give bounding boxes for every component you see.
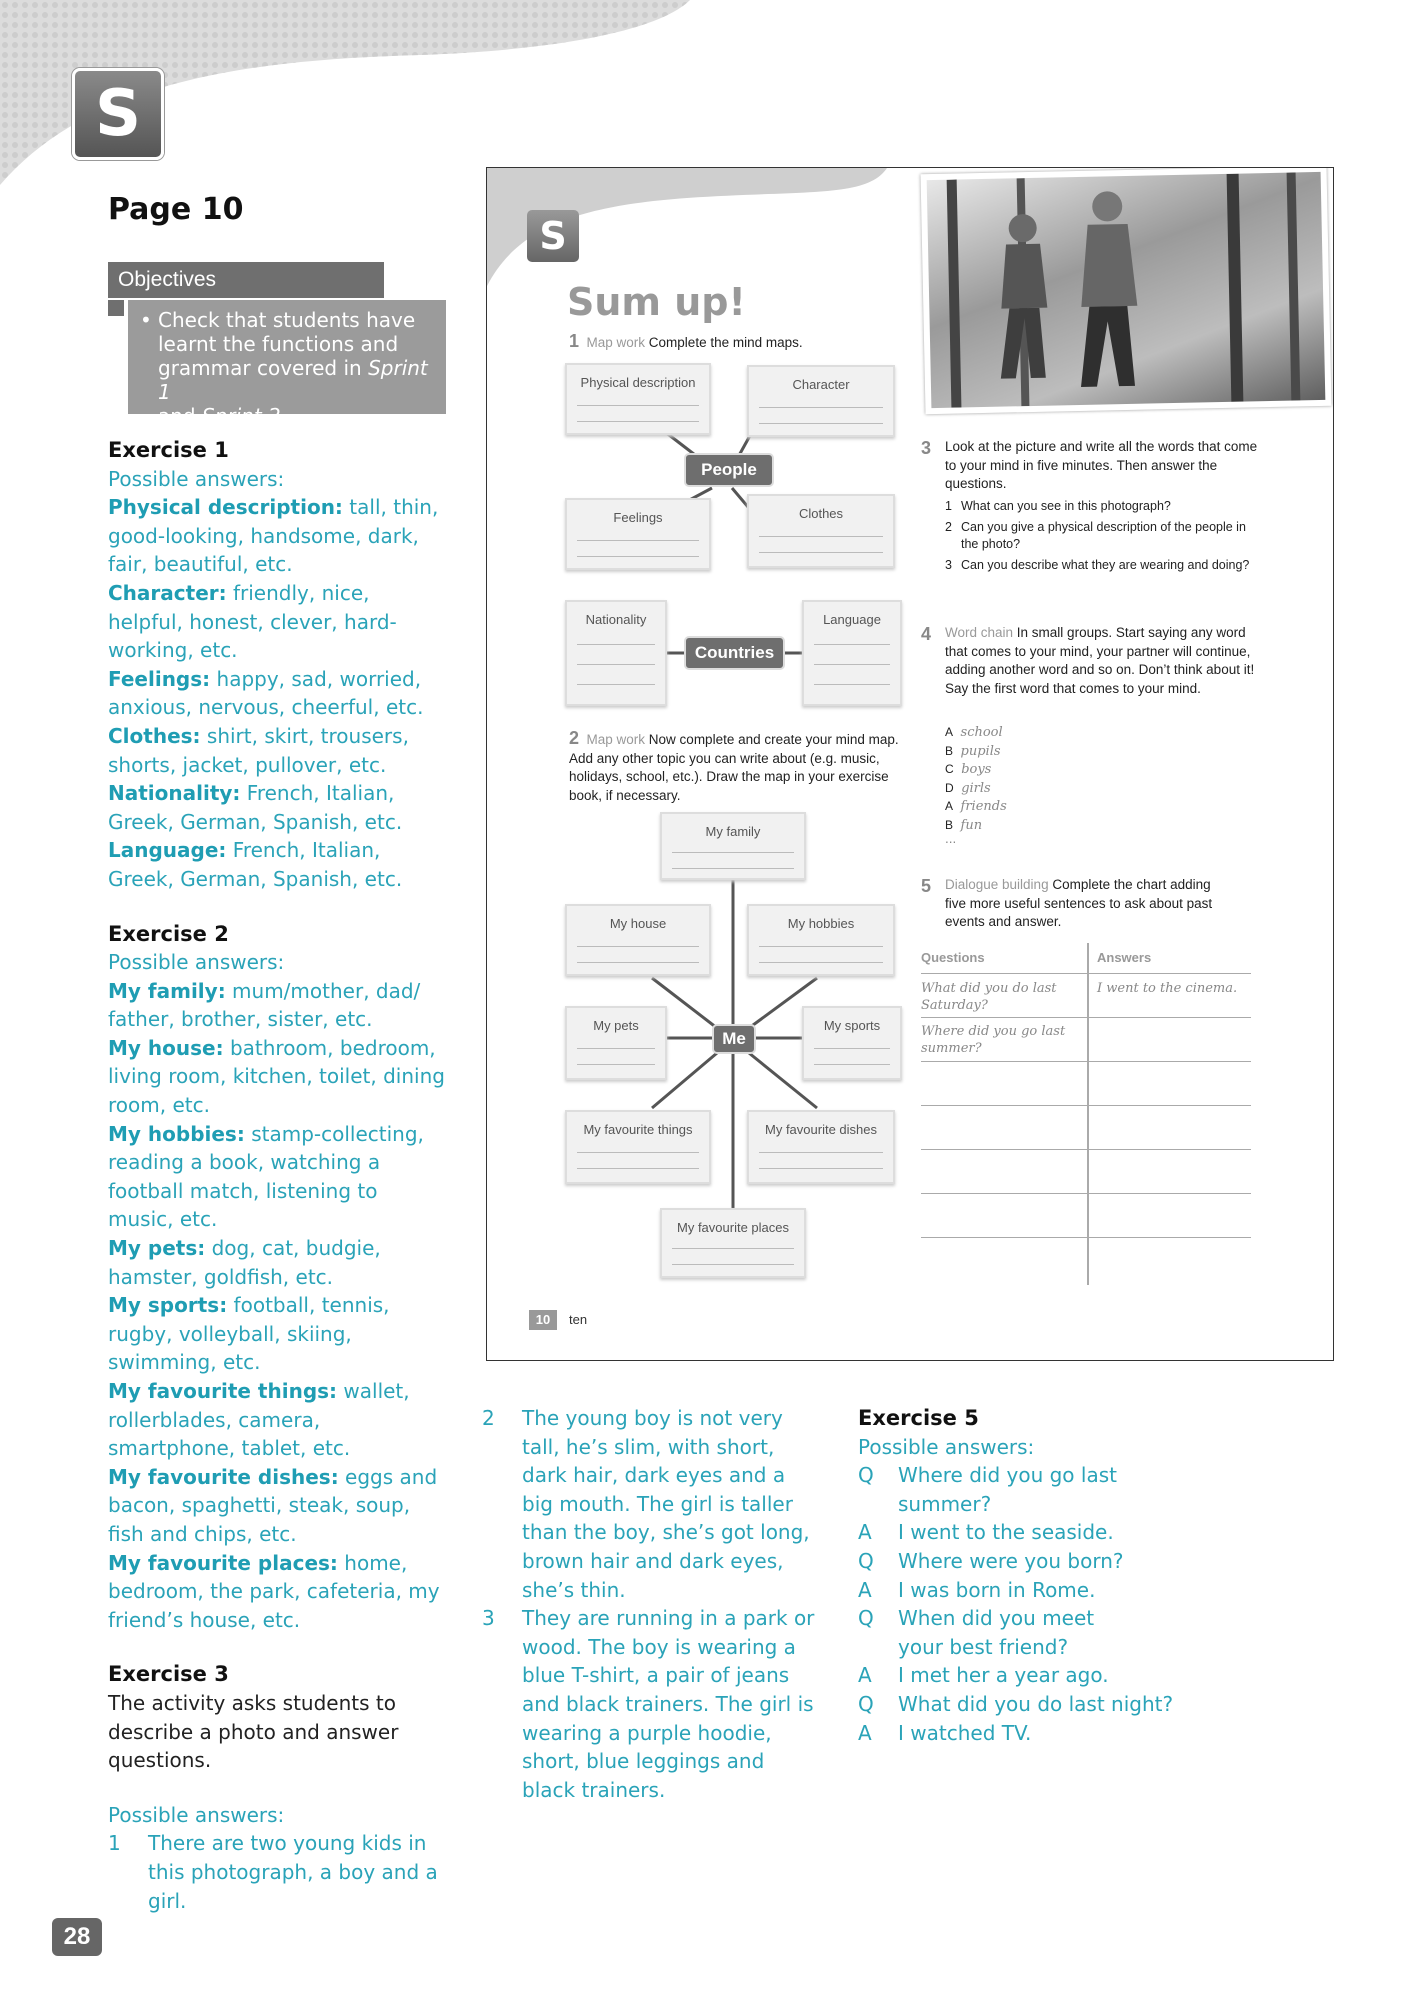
dialogue-table xyxy=(921,943,1251,1285)
page-title: Page 10 xyxy=(108,192,244,227)
map-box-language: Language xyxy=(802,600,902,706)
exercise1-item: Physical description: tall, thin, good-looking, handsome, dark, fair, beautiful, etc. xyxy=(108,495,439,577)
objectives-line: Check that students have xyxy=(158,308,416,332)
objectives-heading: Objectives xyxy=(108,262,384,298)
book-ex2-instruction: 2 Map work Now complete and create your mind map. Add any other topic you can write about (e.g. music, holidays, school, etc.). Draw the map in your exercise book, if necessary. xyxy=(569,728,899,803)
exercise2-item: My pets: dog, cat, budgie, hamster, goldfish, etc. xyxy=(108,1236,381,1289)
map-box-nationality: Nationality xyxy=(565,600,667,706)
photo-illustration xyxy=(927,172,1326,408)
map-box-my-favourite-dishes: My favourite dishes xyxy=(747,1110,895,1184)
textbook-title: Sum up! xyxy=(567,280,746,324)
exercise1-item: Nationality: French, Italian, Greek, German, Spanish, etc. xyxy=(108,781,403,834)
map-center-countries: Countries xyxy=(684,636,785,670)
exercise5-section xyxy=(858,1404,1208,1747)
map-box-my-favourite-places: My favourite places xyxy=(660,1208,806,1278)
exercise3-continued xyxy=(482,1404,822,1804)
word-chain: A school B pupils C boys D girls A friends B fun ... xyxy=(945,725,1007,846)
exercise2-item: My hobbies: stamp-collecting, reading a book, watching a football match, listening to music, etc. xyxy=(108,1121,424,1232)
textbook-page-number: 10 xyxy=(529,1310,557,1330)
objectives-line: and Sprint 2 xyxy=(158,404,281,428)
running-kids-photo xyxy=(921,167,1332,414)
map-center-people: People xyxy=(684,453,774,487)
table-header-questions: Questions xyxy=(921,950,985,965)
exercise2-item: My family: mum/mother, dad/ father, brother, sister, etc. xyxy=(108,978,421,1032)
map-box-character: Character xyxy=(747,365,895,437)
exercise1-item: Character: friendly, nice, helpful, honest, clever, hard-working, etc. xyxy=(108,580,397,663)
exercise1-heading: Exercise 1 xyxy=(108,438,229,462)
exercise2-heading: Exercise 2 xyxy=(108,921,229,946)
exercise2-item: My favourite things: wallet, rollerblades, camera, smartphone, tablet, etc. xyxy=(108,1379,410,1461)
map-box-my-sports: My sports xyxy=(802,1006,902,1080)
exercise5-line: A I met her a year ago. xyxy=(858,1663,1109,1688)
table-row1-question: What did you do last Saturday? xyxy=(921,981,1057,1013)
exercise3-answer: 3 They are running in a park or wood. The boy is wearing a blue T-shirt, a pair of jeans and black trainers. The girl is wearing a purple hoodie, short, blue leggings and black trainers. xyxy=(482,1606,815,1802)
page-number: 28 xyxy=(52,1918,102,1956)
table-row1-answer: I went to the cinema. xyxy=(1097,981,1238,996)
exercise2-intro: Possible answers: xyxy=(108,950,285,975)
exercise1-item: Feelings: happy, sad, worried, anxious, nervous, cheerful, etc. xyxy=(108,666,424,720)
book-ex5-instruction: 5 Dialogue building Complete the chart adding five more useful sentences to ask about past events and answer. xyxy=(921,876,1213,929)
exercise1-item: Clothes: shirt, skirt, trousers, shorts, jacket, pullover, etc. xyxy=(108,723,409,777)
map-box-my-house: My house xyxy=(565,904,711,976)
exercise2-item: My favourite dishes: eggs and bacon, spaghetti, steak, soup, fish and chips, etc. xyxy=(108,1464,438,1546)
map-box-my-favourite-things: My favourite things xyxy=(565,1110,711,1184)
objectives-line: grammar covered in Sprint 1 xyxy=(158,356,428,404)
map-center-me: Me xyxy=(712,1024,756,1054)
exercise2-item: My sports: football, tennis, rugby, volleyball, skiing, swimming, etc. xyxy=(108,1293,390,1375)
textbook-badge: S xyxy=(527,210,579,262)
map-box-my-pets: My pets xyxy=(565,1006,667,1080)
exercise5-intro: Possible answers: xyxy=(858,1434,1035,1459)
objectives-line: learnt the functions and xyxy=(158,332,399,356)
section-badge: S xyxy=(72,68,164,160)
exercise3-answer: 1 There are two young kids in this photograph, a boy and a girl. xyxy=(108,1831,438,1913)
exercise2-item: My house: bathroom, bedroom, living room, kitchen, toilet, dining room, etc. xyxy=(108,1035,445,1118)
exercise5-line: A I watched TV. xyxy=(858,1720,1032,1745)
exercise5-heading: Exercise 5 xyxy=(858,1406,979,1430)
table-header-answers: Answers xyxy=(1097,950,1152,965)
objectives-marker xyxy=(108,300,124,316)
book-ex1-instruction: 1 Map work Complete the mind maps. xyxy=(569,331,803,351)
table-row2-question: Where did you go last summer? xyxy=(921,1024,1066,1056)
textbook-page xyxy=(486,167,1334,1361)
map-box-feelings: Feelings xyxy=(565,498,711,570)
book-ex3-instruction: 3 Look at the picture and write all the words that come to your mind in five minutes. Then answer the questions. xyxy=(921,438,1258,491)
exercise5-line: A I went to the seaside. xyxy=(858,1520,1114,1545)
bullet: • xyxy=(140,308,152,332)
exercise3-answer: 2 The young boy is not very tall, he’s slim, with short, dark hair, dark eyes and a big mouth. The girl is taller than the boy, she’s got long, brown hair and dark eyes, she’s thin. xyxy=(482,1406,810,1602)
book-ex3-questions: 1 What can you see in this photograph? 2 Can you give a physical description of the people in the photo? 3 Can you describe what they are wearing and doing? xyxy=(945,499,1250,572)
textbook-page-word: ten xyxy=(569,1312,588,1327)
map-box-my-family: My family xyxy=(660,812,806,880)
left-column xyxy=(108,436,448,1915)
exercise5-line: Q Where were you born? xyxy=(858,1548,1124,1573)
map-box-physical-description: Physical description xyxy=(565,363,711,435)
exercise5-line: Q What did you do last night? xyxy=(858,1691,1174,1716)
exercise1-item: Language: French, Italian, Greek, German, Spanish, etc. xyxy=(108,838,403,891)
exercise3-intro: Possible answers: xyxy=(108,1802,285,1827)
exercise5-line: A I was born in Rome. xyxy=(858,1577,1096,1602)
exercise3-heading: Exercise 3 xyxy=(108,1662,229,1687)
me-map-lines xyxy=(487,168,927,1268)
objectives-box xyxy=(128,300,446,428)
exercise2-item: My favourite places: home, bedroom, the park, cafeteria, my friend’s house, etc. xyxy=(108,1550,440,1632)
exercise5-line: Q Where did you go last summer? xyxy=(858,1463,1117,1516)
exercise1-intro: Possible answers: xyxy=(108,466,285,491)
book-ex4-instruction: 4 Word chain In small groups. Start saying any word that comes to your mind, your partner will continue, adding another word and so on. Don’t think about it! Say the first word that comes to your mind. xyxy=(921,624,1255,696)
map-box-clothes: Clothes xyxy=(747,494,895,568)
exercise3-description: The activity asks students to describe a photo and answer questions. xyxy=(108,1690,399,1773)
map-box-my-hobbies: My hobbies xyxy=(747,904,895,976)
exercise5-line: Q When did you meet your best friend? xyxy=(858,1606,1095,1659)
